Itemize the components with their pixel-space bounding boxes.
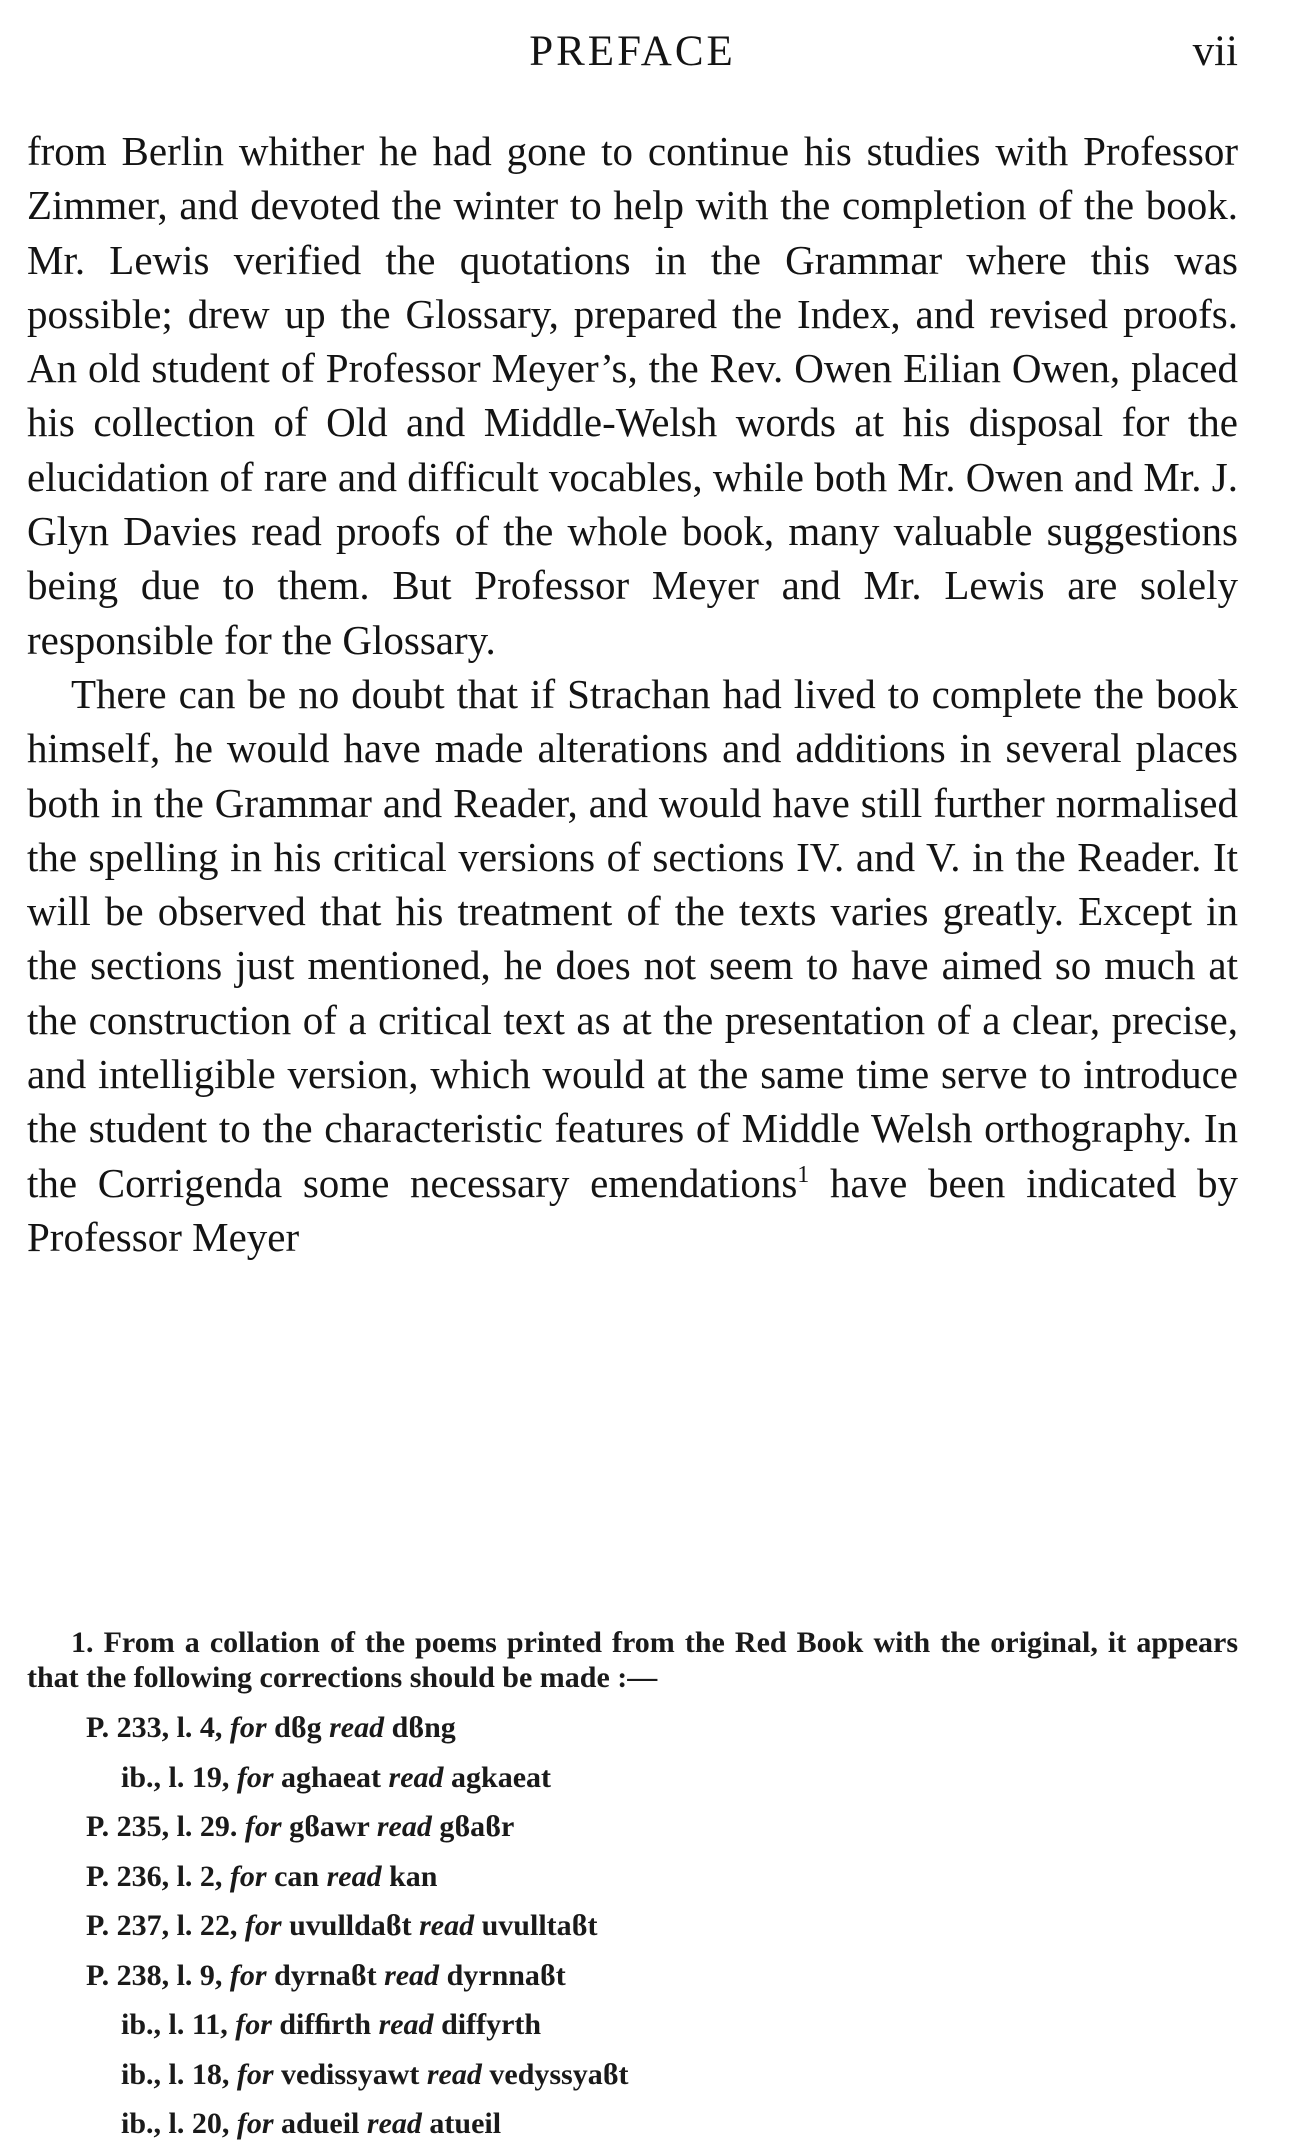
read-label: read	[326, 1859, 382, 1893]
correct-reading: uvulltaϐt	[481, 1909, 598, 1942]
for-label: for	[236, 2057, 274, 2091]
for-label: for	[229, 1711, 267, 1744]
paragraph-text: There can be no doubt that if Strachan had lived to complete the book himself, he would have made alterations and additions in several places both in the Grammar and Reader, and would have still further normalised the spelling in his critical versions of sections IV. and V. in the Reader. It will be observed that his treatment of the texts varies greatly. Except in the sections just mentioned, he does not seem to have aimed so much at the construction of a critical text as at the presentation of a clear, precise, and intelligible version, which would at the same time serve to introduce the student to the characteristic features of Middle Welsh orthography. In the Corrigenda some necessary emendations	[27, 670, 1238, 1206]
paragraph-text-continued: have been indicated by Professor Meyer	[27, 1159, 1238, 1260]
read-label: read	[378, 2008, 434, 2041]
wrong-reading: dϐg	[274, 1711, 322, 1744]
for-label: for	[244, 1810, 282, 1843]
correct-reading: diffyrth	[441, 2008, 542, 2041]
correction-ref: ib., l. 11,	[121, 2008, 228, 2041]
correction-item	[27, 1852, 1238, 1902]
corrections-list	[27, 1703, 1238, 2149]
wrong-reading: dyrnaϐt	[274, 1958, 377, 1992]
body-text	[27, 124, 1238, 1264]
wrong-reading: difﬁrth	[279, 2008, 372, 2041]
correction-ref: P. 233, l. 4,	[86, 1711, 223, 1744]
correct-reading: gϐaϐr	[439, 1810, 515, 1843]
page-header	[27, 22, 1238, 82]
footnote-number: 1.	[71, 1626, 94, 1659]
correction-ref: P. 238, l. 9,	[86, 1958, 223, 1992]
wrong-reading: aghaeat	[281, 1760, 382, 1794]
wrong-reading: uvulldaϐt	[289, 1909, 412, 1942]
correction-item	[27, 1703, 1238, 1753]
correction-item	[27, 2000, 1238, 2050]
paragraph-strachan	[27, 667, 1238, 1264]
page-number: vii	[1192, 28, 1238, 75]
correction-ref: ib., l. 20,	[121, 2107, 230, 2140]
correction-ref: ib., l. 19,	[121, 1760, 230, 1794]
read-label: read	[376, 1810, 432, 1843]
correction-ref: P. 237, l. 22,	[86, 1909, 238, 1942]
correction-ref: P. 236, l. 2,	[86, 1859, 223, 1893]
wrong-reading: adueil	[281, 2107, 360, 2140]
for-label: for	[236, 1760, 274, 1794]
correct-reading: atueil	[429, 2107, 502, 2140]
correct-reading: kan	[389, 1859, 438, 1893]
correction-item	[27, 1951, 1238, 2001]
read-label: read	[388, 1760, 444, 1794]
for-label: for	[229, 1958, 267, 1992]
correction-ref: P. 235, l. 29.	[86, 1810, 238, 1843]
paragraph-continued: from Berlin whither he had gone to continue his studies with Professor Zimmer, and devoted the winter to help with the completion of the book. Mr. Lewis verified the quotations in the Grammar where this was possible; drew up the Glossary, prepared the Index, and revised proofs. An old student of Professor Meyer’s, the Rev. Owen Eilian Owen, placed his collection of Old and Middle-Welsh words at his disposal for the elucidation of rare and difficult vocables, while both Mr. Owen and Mr. J. Glyn Davies read proofs of the whole book, many valuable suggestions being due to them. But Professor Meyer and Mr. Lewis are solely responsible for the Glossary.	[27, 128, 1238, 663]
correct-reading: dϐng	[391, 1711, 456, 1744]
correction-item	[27, 2050, 1238, 2100]
for-label: for	[229, 1859, 267, 1893]
footnote-reference: 1	[797, 1161, 810, 1188]
read-label: read	[426, 2057, 482, 2091]
read-label: read	[329, 1711, 385, 1744]
correct-reading: vedyssyaϐt	[489, 2057, 629, 2091]
wrong-reading: can	[274, 1859, 320, 1893]
for-label: for	[235, 2008, 272, 2041]
wrong-reading: gϐawr	[289, 1810, 370, 1843]
read-label: read	[366, 2107, 422, 2140]
correction-item	[27, 1753, 1238, 1803]
read-label: read	[419, 1909, 475, 1942]
correction-item	[27, 1802, 1238, 1852]
for-label: for	[244, 1909, 282, 1942]
wrong-reading: vedissyawt	[281, 2057, 420, 2091]
correction-item	[27, 2099, 1238, 2149]
correct-reading: dyrnnaϐt	[446, 1958, 566, 1992]
read-label: read	[384, 1958, 440, 1992]
correction-ref: ib., l. 18,	[121, 2057, 230, 2091]
correct-reading: agkaeat	[451, 1760, 552, 1794]
running-title: PREFACE	[529, 28, 736, 75]
for-label: for	[236, 2107, 274, 2140]
footnote	[27, 1625, 1238, 2149]
footnote-intro-text: From a collation of the poems printed from the Red Book with the original, it appears that the following corrections should be made :—	[27, 1626, 1238, 1694]
correction-item	[27, 1901, 1238, 1951]
footnote-intro	[27, 1625, 1238, 1695]
